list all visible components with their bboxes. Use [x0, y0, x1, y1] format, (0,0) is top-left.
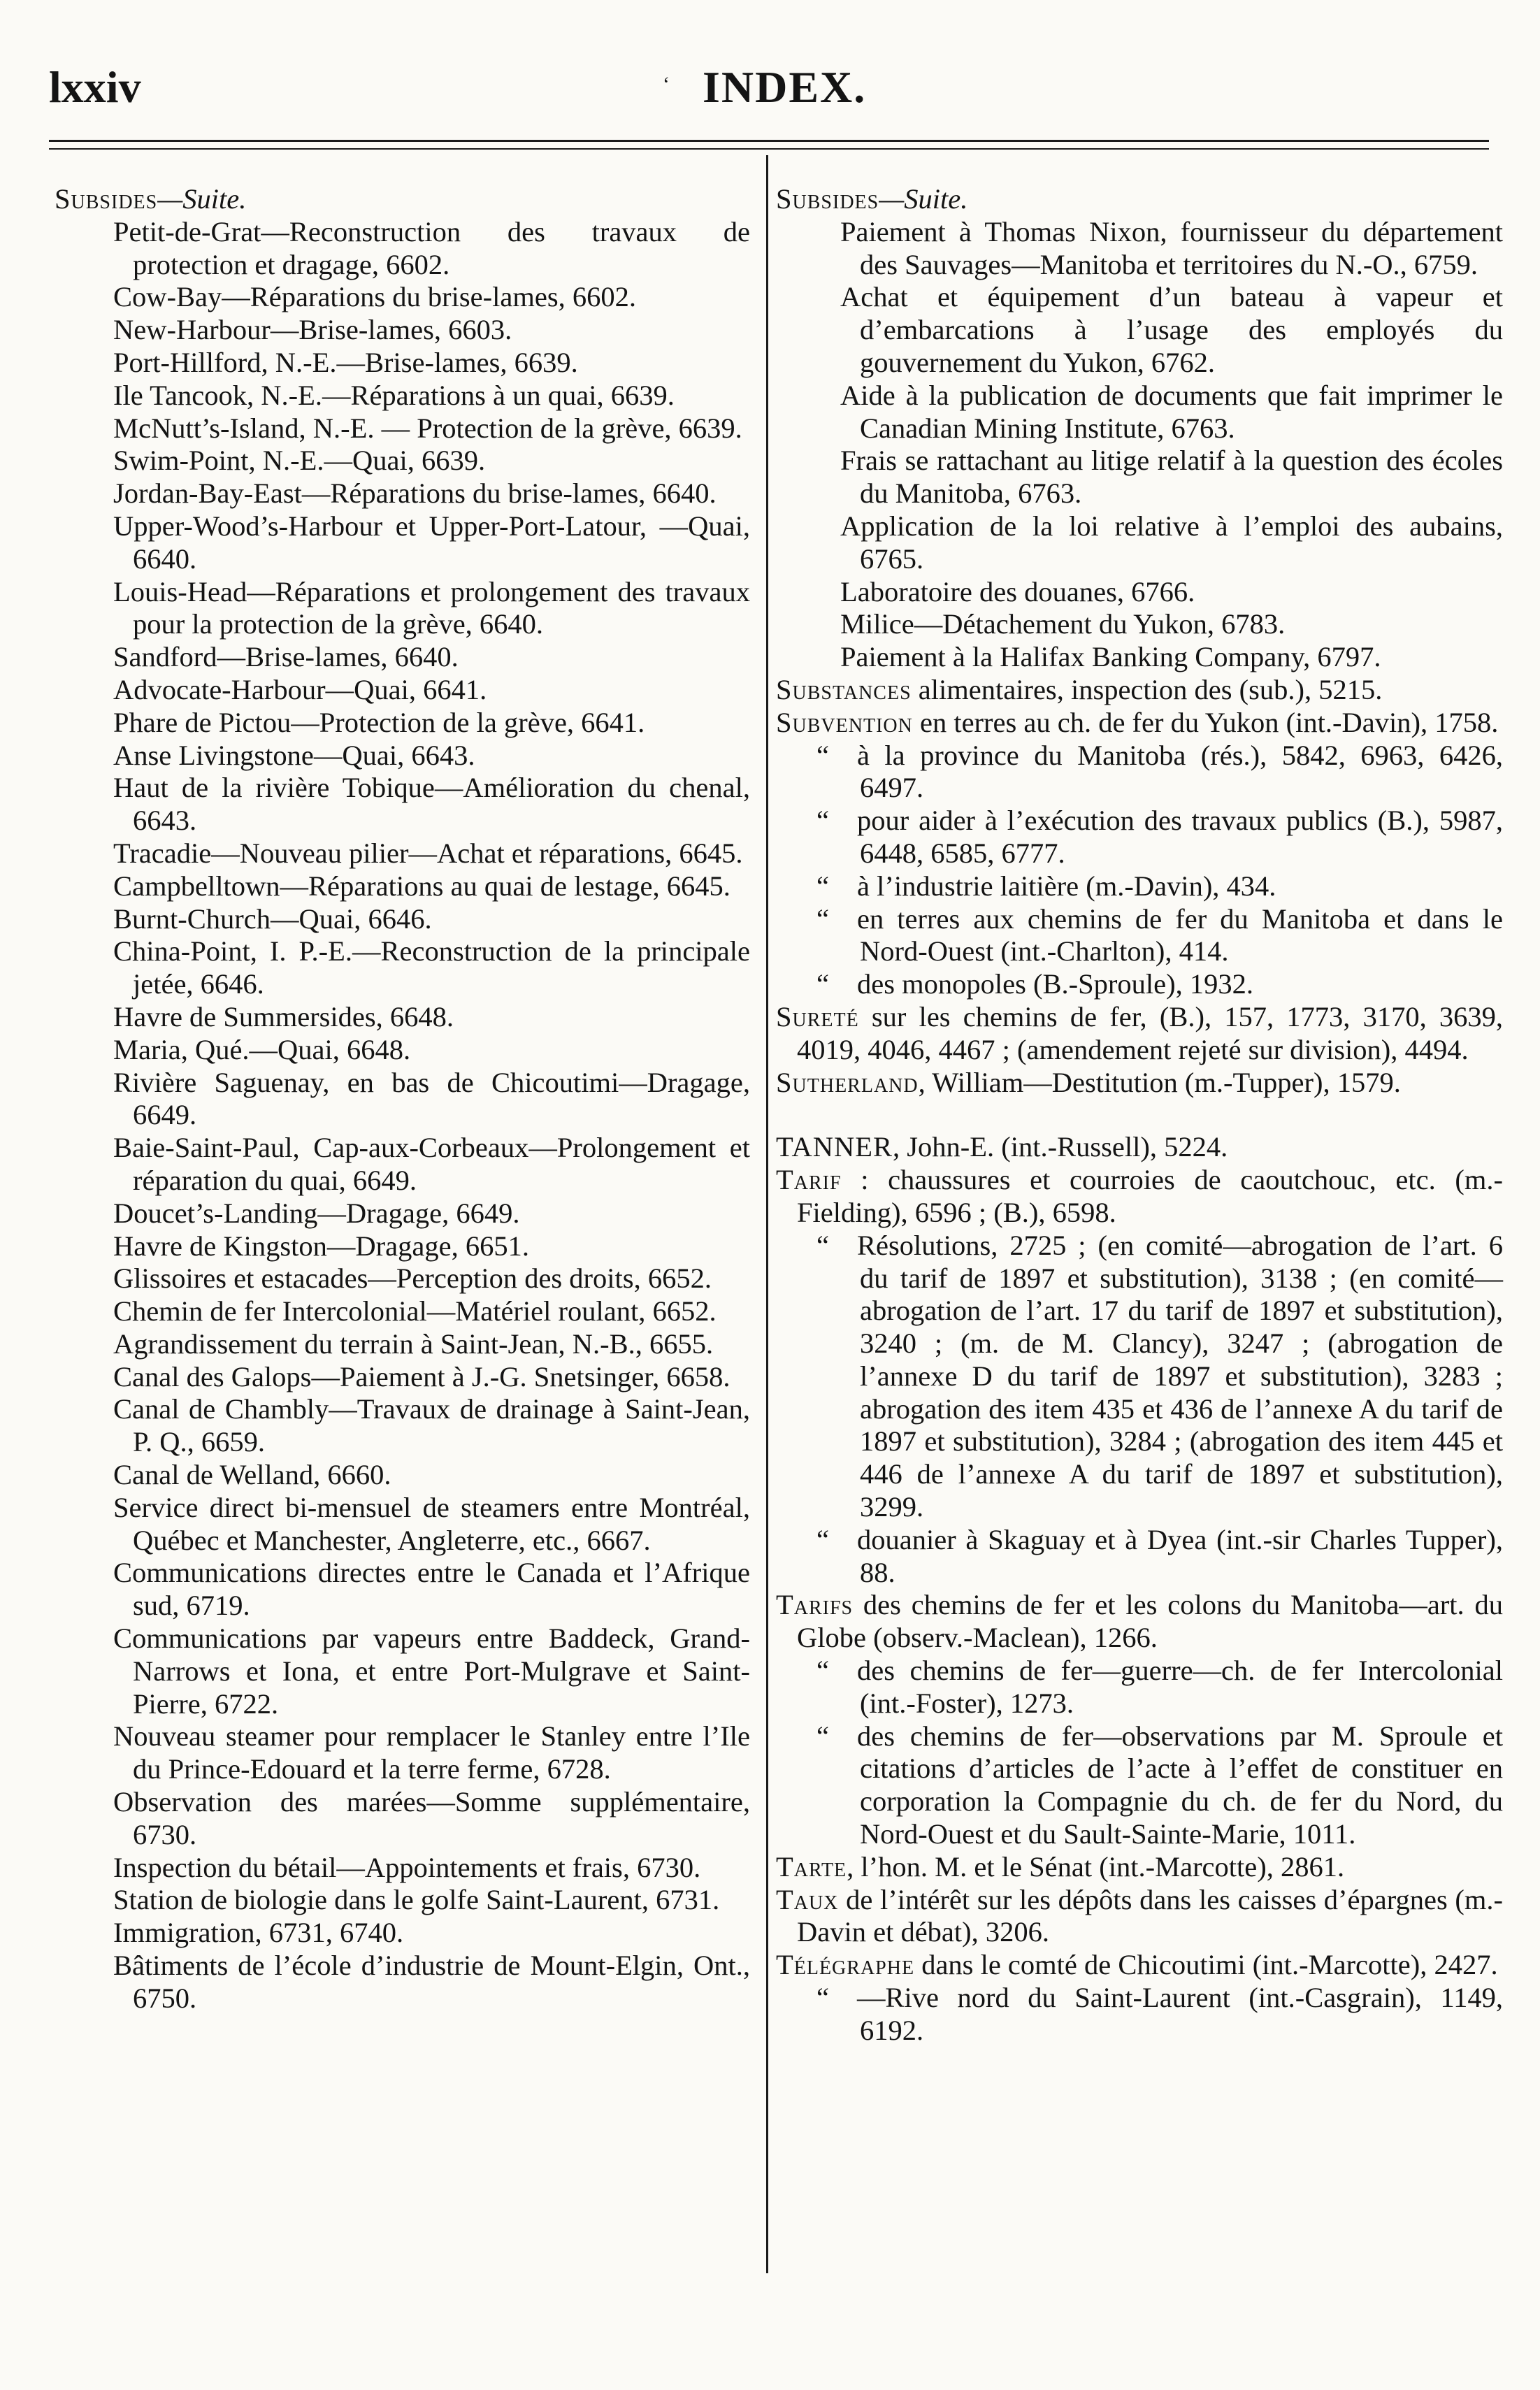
index-entry: Phare de Pictou—Protection de la grève, 6641. — [113, 706, 645, 738]
index-entry: Agrandissement du terrain à Saint-Jean, N.-B., 6655. — [113, 1327, 714, 1360]
index-entry: Canal des Galops—Paiement à J.-G. Snetsinger, 6658. — [113, 1360, 731, 1392]
index-entry: Sandford—Brise-lames, 6640. — [113, 641, 459, 673]
ditto-entry: “ douanier à Skaguay et à Dyea (int.-sir Charles Tupper), 88. — [816, 1523, 1503, 1588]
index-topic: Substances alimentaires, inspection des (sub.), 5215. — [776, 673, 1383, 705]
index-entry: Frais se rattachant au litige relatif à la question des écoles du Manitoba, 6763. — [840, 445, 1503, 510]
left-heading: Subsides—Suite. — [55, 183, 247, 215]
index-entry: Anse Livingstone—Quai, 6643. — [113, 739, 475, 771]
index-entry: Swim-Point, N.-E.—Quai, 6639. — [113, 445, 486, 477]
index-entry: Burnt-Church—Quai, 6646. — [113, 902, 432, 935]
index-topic: Subvention en terres au ch. de fer du Yukon (int.-Davin), 1758. — [776, 706, 1499, 738]
index-entry: Laboratoire des douanes, 6766. — [840, 575, 1195, 607]
index-entry: Paiement à Thomas Nixon, fournisseur du département des Sauvages—Manitoba et territoires du N.-O., 6759. — [840, 215, 1503, 280]
index-entry: Service direct bi-mensuel de steamers entre Montréal, Québec et Manchester, Angleterre, etc., 6667. — [113, 1491, 750, 1556]
header-rule-thin — [49, 148, 1489, 150]
index-entry: Paiement à la Halifax Banking Company, 6797. — [840, 641, 1381, 673]
index-entry: China-Point, I. P.-E.—Reconstruction de la principale jetée, 6646. — [113, 935, 750, 1000]
index-entry: Aide à la publication de documents que fait imprimer le Canadian Mining Institute, 6763. — [840, 379, 1503, 444]
right-entries — [776, 216, 1503, 2047]
index-entry: Observation des marées—Somme supplémentaire, 6730. — [113, 1786, 750, 1850]
index-entry: Bâtiments de l’école d’industrie de Mount-Elgin, Ont., 6750. — [113, 1950, 750, 2014]
index-entry: Canal de Welland, 6660. — [113, 1459, 391, 1491]
right-heading: Subsides—Suite. — [776, 183, 968, 215]
ditto-entry: “ —Rive nord du Saint-Laurent (int.-Casgrain), 1149, 6192. — [816, 1982, 1503, 2046]
ditto-entry: “ des chemins de fer—guerre—ch. de fer Intercolonial (int.-Foster), 1273. — [816, 1655, 1503, 1719]
index-entry: Port-Hillford, N.-E.—Brise-lames, 6639. — [113, 346, 578, 378]
index-entry: Haut de la rivière Tobique—Amélioration du chenal, 6643. — [113, 772, 750, 837]
ditto-entry: “ des monopoles (B.-Sproule), 1932. — [816, 968, 1253, 1000]
left-entries — [55, 216, 750, 2015]
index-entry: Canal de Chambly—Travaux de drainage à Saint-Jean, P. Q., 6659. — [113, 1393, 750, 1458]
right-column — [776, 183, 1503, 2047]
index-topic: Sureté sur les chemins de fer, (B.), 157, 1773, 3170, 3639, 4019, 4046, 4467 ; (amendement rejeté sur division), 4494. — [776, 1000, 1503, 1065]
index-entry: Chemin de fer Intercolonial—Matériel roulant, 6652. — [113, 1295, 717, 1327]
index-topic: Sutherland, William—Destitution (m.-Tupper), 1579. — [776, 1066, 1401, 1098]
index-topic: Télégraphe dans le comté de Chicoutimi (int.-Marcotte), 2427. — [776, 1949, 1498, 1981]
index-entry: Station de biologie dans le golfe Saint-Laurent, 6731. — [113, 1884, 720, 1916]
index-entry: Petit-de-Grat—Reconstruction des travaux de protection et dragage, 6602. — [113, 215, 750, 280]
index-topic: Tarte, l’hon. M. et le Sénat (int.-Marcotte), 2861. — [776, 1850, 1345, 1883]
left-column — [55, 183, 750, 2015]
index-entry: Application de la loi relative à l’emploi des aubains, 6765. — [840, 510, 1503, 575]
index-topic: TANNER, John-E. (int.-Russell), 5224. — [776, 1131, 1228, 1163]
index-entry: Ile Tancook, N.-E.—Réparations à un quai, 6639. — [113, 379, 675, 411]
page-number: lxxiv — [49, 62, 141, 112]
index-topic: Tarifs des chemins de fer et les colons du Manitoba—art. du Globe (observ.-Maclean), 1266. — [776, 1589, 1503, 1654]
index-entry: Louis-Head—Réparations et prolongement des travaux pour la protection de la grève, 6640. — [113, 575, 750, 640]
index-entry: Immigration, 6731, 6740. — [113, 1917, 404, 1949]
ditto-entry: “ pour aider à l’exécution des travaux publics (B.), 5987, 6448, 6585, 6777. — [816, 805, 1503, 869]
ditto-entry: “ à l’industrie laitière (m.-Davin), 434. — [816, 870, 1276, 902]
index-entry: New-Harbour—Brise-lames, 6603. — [113, 314, 512, 346]
index-entry: Campbelltown—Réparations au quai de lestage, 6645. — [113, 870, 731, 902]
ditto-entry: “ Résolutions, 2725 ; (en comité—abrogation de l’art. 6 du tarif de 1897 et substitution), 3138 ; (en comité—abrogation de l’art. 17 du tarif de 1897 et substitution), 3240 ; (m. de M. Clancy), 3247 ; (abrogation de l’annexe D du tarif de 1897 et substitution), 3283 ; abrogation des item 435 et 436 de l’annexe A du tarif de 1897 et substitution), 3284 ; (abrogation des item 445 et 446 de l’annexe A du tarif de 1897 et substitution), 3299. — [816, 1229, 1503, 1523]
index-entry: Inspection du bétail—Appointements et frais, 6730. — [113, 1851, 701, 1883]
index-entry: Glissoires et estacades—Perception des droits, 6652. — [113, 1262, 712, 1295]
ditto-entry: “ des chemins de fer—observations par M. Sproule et citations d’articles de l’acte à l’effet de constituer en corporation la Compagnie du ch. de fer du Nord, du Nord-Ouest et du Sault-Sainte-Marie, 1011. — [816, 1720, 1503, 1850]
index-entry: Havre de Summersides, 6648. — [113, 1000, 454, 1032]
index-entry: Nouveau steamer pour remplacer le Stanley entre l’Ile du Prince-Edouard et la terre ferme, 6728. — [113, 1720, 750, 1785]
index-entry: Maria, Qué.—Quai, 6648. — [113, 1033, 411, 1065]
stray-mark: ‘ — [663, 73, 670, 96]
spacer — [776, 1099, 1503, 1131]
index-entry: Havre de Kingston—Dragage, 6651. — [113, 1230, 529, 1262]
index-entry: Achat et équipement d’un bateau à vapeur et d’embarcations à l’usage des employés du gouvernement du Yukon, 6762. — [840, 281, 1503, 378]
column-divider — [766, 155, 768, 2273]
index-entry: Baie-Saint-Paul, Cap-aux-Corbeaux—Prolongement et réparation du quai, 6649. — [113, 1132, 750, 1196]
header-rule — [49, 140, 1489, 142]
index-entry: McNutt’s-Island, N.-E. — Protection de la grève, 6639. — [113, 412, 742, 444]
index-topic: Tarif : chaussures et courroies de caoutchouc, etc. (m.-Fielding), 6596 ; (B.), 6598. — [776, 1164, 1503, 1228]
index-entry: Communications directes entre le Canada et l’Afrique sud, 6719. — [113, 1557, 750, 1622]
index-entry: Doucet’s-Landing—Dragage, 6649. — [113, 1197, 520, 1229]
index-entry: Tracadie—Nouveau pilier—Achat et réparations, 6645. — [113, 837, 743, 869]
page-title: INDEX. — [703, 62, 867, 112]
index-entry: Cow-Bay—Réparations du brise-lames, 6602. — [113, 281, 636, 313]
index-entry: Advocate-Harbour—Quai, 6641. — [113, 673, 487, 705]
index-entry: Jordan-Bay-East—Réparations du brise-lames, 6640. — [113, 477, 717, 510]
ditto-entry: “ en terres aux chemins de fer du Manitoba et dans le Nord-Ouest (int.-Charlton), 414. — [816, 902, 1503, 967]
index-entry: Milice—Détachement du Yukon, 6783. — [840, 608, 1286, 640]
ditto-entry: “ à la province du Manitoba (rés.), 5842, 6963, 6426, 6497. — [816, 739, 1503, 804]
index-topic: Taux de l’intérêt sur les dépôts dans les caisses d’épargnes (m.-Davin et débat), 3206. — [776, 1883, 1503, 1948]
index-entry: Rivière Saguenay, en bas de Chicoutimi—Dragage, 6649. — [113, 1066, 750, 1131]
index-entry: Upper-Wood’s-Harbour et Upper-Port-Latour, —Quai, 6640. — [113, 510, 750, 575]
index-entry: Communications par vapeurs entre Baddeck, Grand-Narrows et Iona, et entre Port-Mulgrave et Saint-Pierre, 6722. — [113, 1622, 750, 1720]
